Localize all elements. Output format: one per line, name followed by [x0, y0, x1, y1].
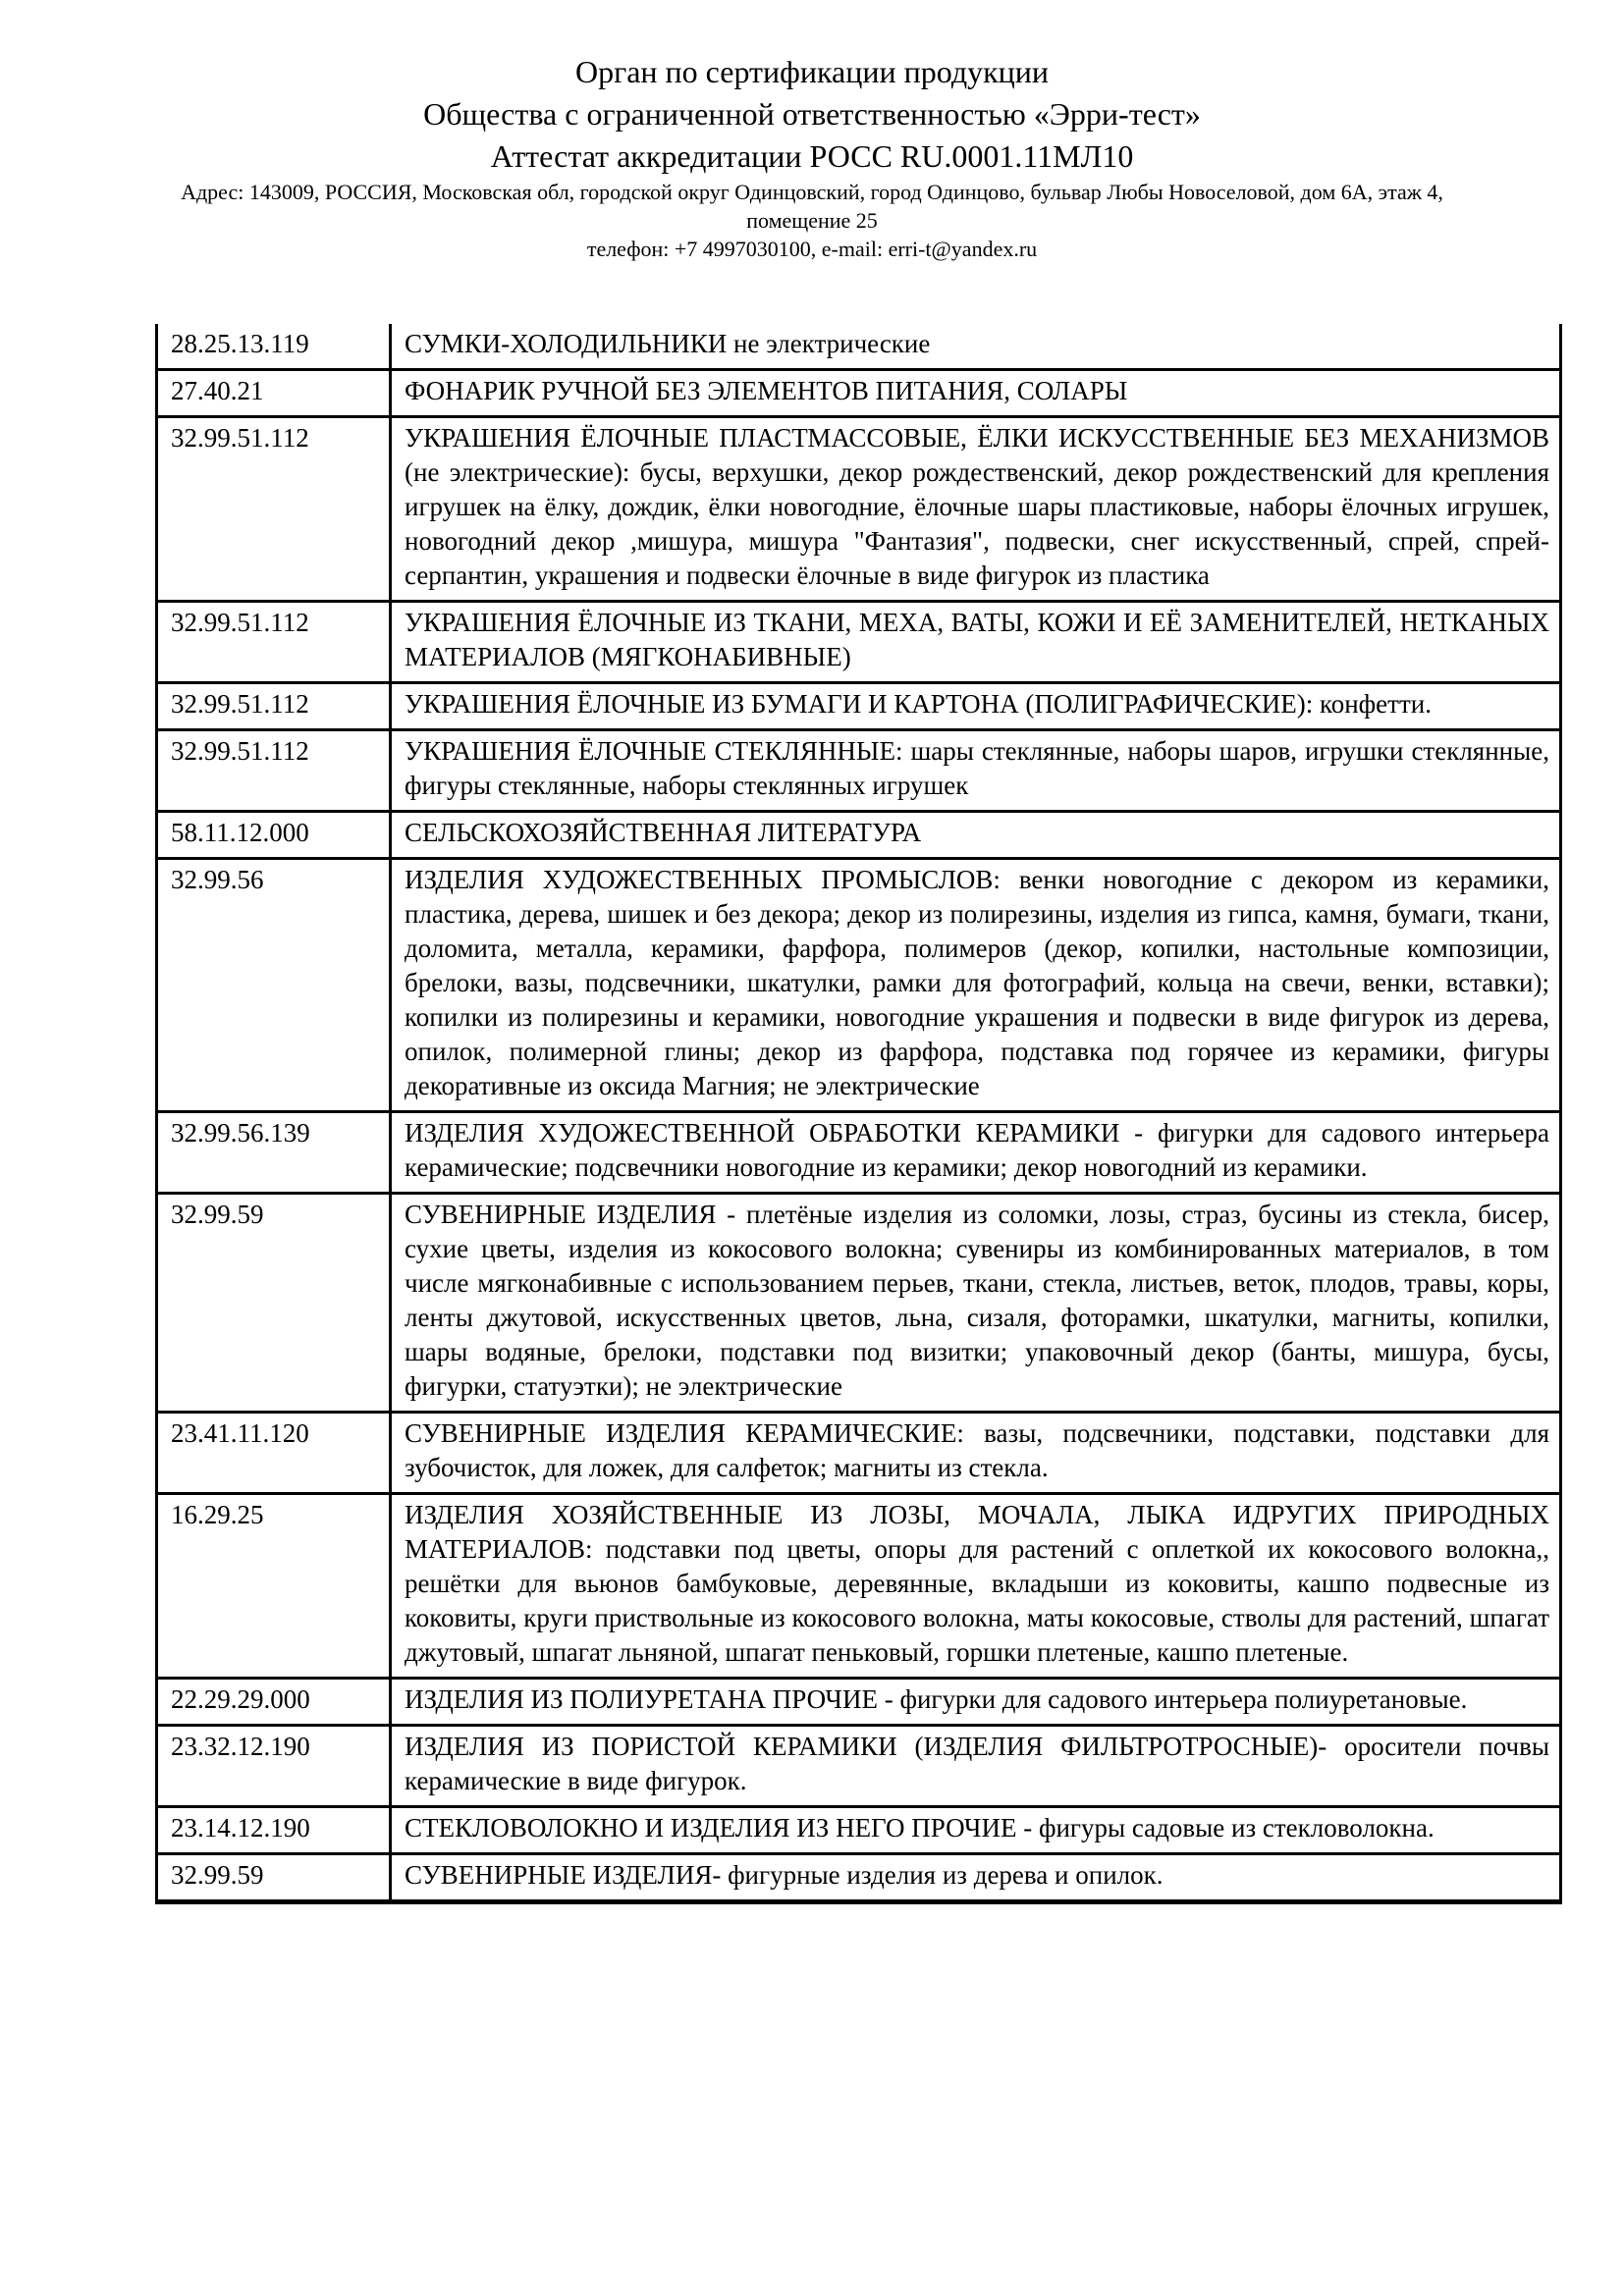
- product-code-cell: 16.29.25: [157, 1494, 391, 1679]
- product-code-cell: 32.99.51.112: [157, 417, 391, 602]
- product-description-cell: УКРАШЕНИЯ ЁЛОЧНЫЕ СТЕКЛЯННЫЕ: шары стеклянные, наборы шаров, игрушки стеклянные, фигуры стеклянные, наборы стеклянных игрушек: [391, 730, 1561, 812]
- certification-body-header: [0, 0, 1624, 263]
- product-code-cell: 32.99.59: [157, 1854, 391, 1902]
- product-description-cell: СТЕКЛОВОЛОКНО И ИЗДЕЛИЯ ИЗ НЕГО ПРОЧИЕ - фигуры садовые из стекловолокна.: [391, 1807, 1561, 1854]
- table-row: [157, 1854, 1561, 1902]
- header-accreditation-line: Аттестат аккредитации РОСС RU.0001.11МЛ10: [490, 138, 1134, 174]
- product-description-cell: ИЗДЕЛИЯ ИЗ ПОЛИУРЕТАНА ПРОЧИЕ - фигурки для садового интерьера полиуретановые.: [391, 1679, 1561, 1726]
- product-description-cell: СУМКИ-ХОЛОДИЛЬНИКИ не электрические: [391, 324, 1561, 370]
- product-code-cell: 32.99.56: [157, 859, 391, 1112]
- table-row: [157, 1494, 1561, 1679]
- product-code-cell: 32.99.51.112: [157, 730, 391, 812]
- product-code-cell: 27.40.21: [157, 370, 391, 417]
- product-description-cell: УКРАШЕНИЯ ЁЛОЧНЫЕ ИЗ ТКАНИ, МЕХА, ВАТЫ, КОЖИ И ЕЁ ЗАМЕНИТЕЛЕЙ, НЕТКАНЫХ МАТЕРИАЛОВ (МЯГКОНАБИВНЫЕ): [391, 602, 1561, 683]
- product-code-cell: 23.41.11.120: [157, 1413, 391, 1494]
- table-row: [157, 812, 1561, 859]
- product-codes-table: [155, 324, 1562, 1904]
- table-row: [157, 1807, 1561, 1854]
- product-description-cell: ИЗДЕЛИЯ ХУДОЖЕСТВЕННОЙ ОБРАБОТКИ КЕРАМИКИ - фигурки для садового интерьера керамические; подсвечники новогодние из керамики; декор новогодний из керамики.: [391, 1112, 1561, 1194]
- product-description-cell: ФОНАРИК РУЧНОЙ БЕЗ ЭЛЕМЕНТОВ ПИТАНИЯ, СОЛАРЫ: [391, 370, 1561, 417]
- table-row: [157, 370, 1561, 417]
- product-description-cell: УКРАШЕНИЯ ЁЛОЧНЫЕ ПЛАСТМАССОВЫЕ, ЁЛКИ ИСКУССТВЕННЫЕ БЕЗ МЕХАНИЗМОВ (не электрические): бусы, верхушки, декор рождественский, декор рождественский для крепления игрушек на ёлку, дождик, ёлки новогодние, ёлочные шары пластиковые, наборы ёлочных игрушек, новогодний декор ,мишура, мишура "Фантазия", подвески, снег искусственный, спрей, спрей-серпантин, украшения и подвески ёлочные в виде фигурок из пластика: [391, 417, 1561, 602]
- product-description-cell: ИЗДЕЛИЯ ХОЗЯЙСТВЕННЫЕ ИЗ ЛОЗЫ, МОЧАЛА, ЛЫКА ИДРУГИХ ПРИРОДНЫХ МАТЕРИАЛОВ: подставки под цветы, опоры для растений с оплеткой их кокосового волокна,, решётки для вьюнов бамбуковые, деревянные, вкладыши из коковиты, кашпо подвесные из коковиты, круги приствольные из кокосового волокна, маты кокосовые, стволы для растений, шпагат джутовый, шпагат льняной, шпагат пеньковый, горшки плетеные, кашпо плетеные.: [391, 1494, 1561, 1679]
- table-row: [157, 683, 1561, 730]
- codes-table-body: [157, 324, 1561, 1902]
- product-code-cell: 58.11.12.000: [157, 812, 391, 859]
- header-contact-line: телефон: +7 4997030100, e-mail: erri-t@yandex.ru: [586, 237, 1038, 261]
- table-row: [157, 1679, 1561, 1726]
- product-code-cell: 32.99.56.139: [157, 1112, 391, 1194]
- table-row: [157, 1726, 1561, 1807]
- table-row: [157, 324, 1561, 370]
- header-address-line2: помещение 25: [746, 208, 878, 233]
- product-code-cell: 28.25.13.119: [157, 324, 391, 370]
- product-code-cell: 32.99.51.112: [157, 683, 391, 730]
- product-code-cell: 32.99.51.112: [157, 602, 391, 683]
- table-row: [157, 602, 1561, 683]
- header-org-line2: Общества с ограниченной ответственностью «Эрри-тест»: [423, 96, 1201, 132]
- product-description-cell: УКРАШЕНИЯ ЁЛОЧНЫЕ ИЗ БУМАГИ И КАРТОНА (ПОЛИГРАФИЧЕСКИЕ): конфетти.: [391, 683, 1561, 730]
- table-row: [157, 417, 1561, 602]
- product-code-cell: 32.99.59: [157, 1194, 391, 1413]
- product-code-cell: 23.32.12.190: [157, 1726, 391, 1807]
- product-code-cell: 23.14.12.190: [157, 1807, 391, 1854]
- table-row: [157, 1194, 1561, 1413]
- product-description-cell: СУВЕНИРНЫЕ ИЗДЕЛИЯ- фигурные изделия из дерева и опилок.: [391, 1854, 1561, 1902]
- header-address-line1: Адрес: 143009, РОССИЯ, Московская обл, городской округ Одинцовский, город Одинцово, бульвар Любы Новоселовой, дом 6А, этаж 4,: [181, 180, 1443, 204]
- table-row: [157, 1112, 1561, 1194]
- table-row: [157, 1413, 1561, 1494]
- product-description-cell: ИЗДЕЛИЯ ХУДОЖЕСТВЕННЫХ ПРОМЫСЛОВ: венки новогодние с декором из керамики, пластика, дерева, шишек и без декора; декор из полирезины, изделия из гипса, камня, бумаги, ткани, доломита, металла, керамики, фарфора, полимеров (декор, копилки, настольные композиции, брелоки, вазы, подсвечники, шкатулки, рамки для фотографий, кольца на свечи, венки, вставки); копилки из полирезины и керамики, новогодние украшения и подвески в виде фигурок из дерева, опилок, полимерной глины; декор из фарфора, подставка под горячее из керамики, фигуры декоративные из оксида Магния; не электрические: [391, 859, 1561, 1112]
- product-code-cell: 22.29.29.000: [157, 1679, 391, 1726]
- product-description-cell: СУВЕНИРНЫЕ ИЗДЕЛИЯ КЕРАМИЧЕСКИЕ: вазы, подсвечники, подставки, подставки для зубочисток, для ложек, для салфеток; магниты из стекла.: [391, 1413, 1561, 1494]
- product-description-cell: СЕЛЬСКОХОЗЯЙСТВЕННАЯ ЛИТЕРАТУРА: [391, 812, 1561, 859]
- table-row: [157, 730, 1561, 812]
- product-description-cell: ИЗДЕЛИЯ ИЗ ПОРИСТОЙ КЕРАМИКИ (ИЗДЕЛИЯ ФИЛЬТРОТРОСНЫЕ)- оросители почвы керамические в виде фигурок.: [391, 1726, 1561, 1807]
- header-org-line1: Орган по сертификации продукции: [574, 54, 1050, 89]
- product-description-cell: СУВЕНИРНЫЕ ИЗДЕЛИЯ - плетёные изделия из соломки, лозы, страз, бусины из стекла, бисер, сухие цветы, изделия из кокосового волокна; сувениры из комбинированных материалов, в том числе мягконабивные с использованием перьев, ткани, стекла, листьев, веток, плодов, травы, коры, ленты джутовой, искусственных цветов, льна, сизаля, фоторамки, шкатулки, магниты, копилки, шары водяные, брелоки, подставки под визитки; упаковочный декор (банты, мишура, бусы, фигурки, статуэтки); не электрические: [391, 1194, 1561, 1413]
- table-row: [157, 859, 1561, 1112]
